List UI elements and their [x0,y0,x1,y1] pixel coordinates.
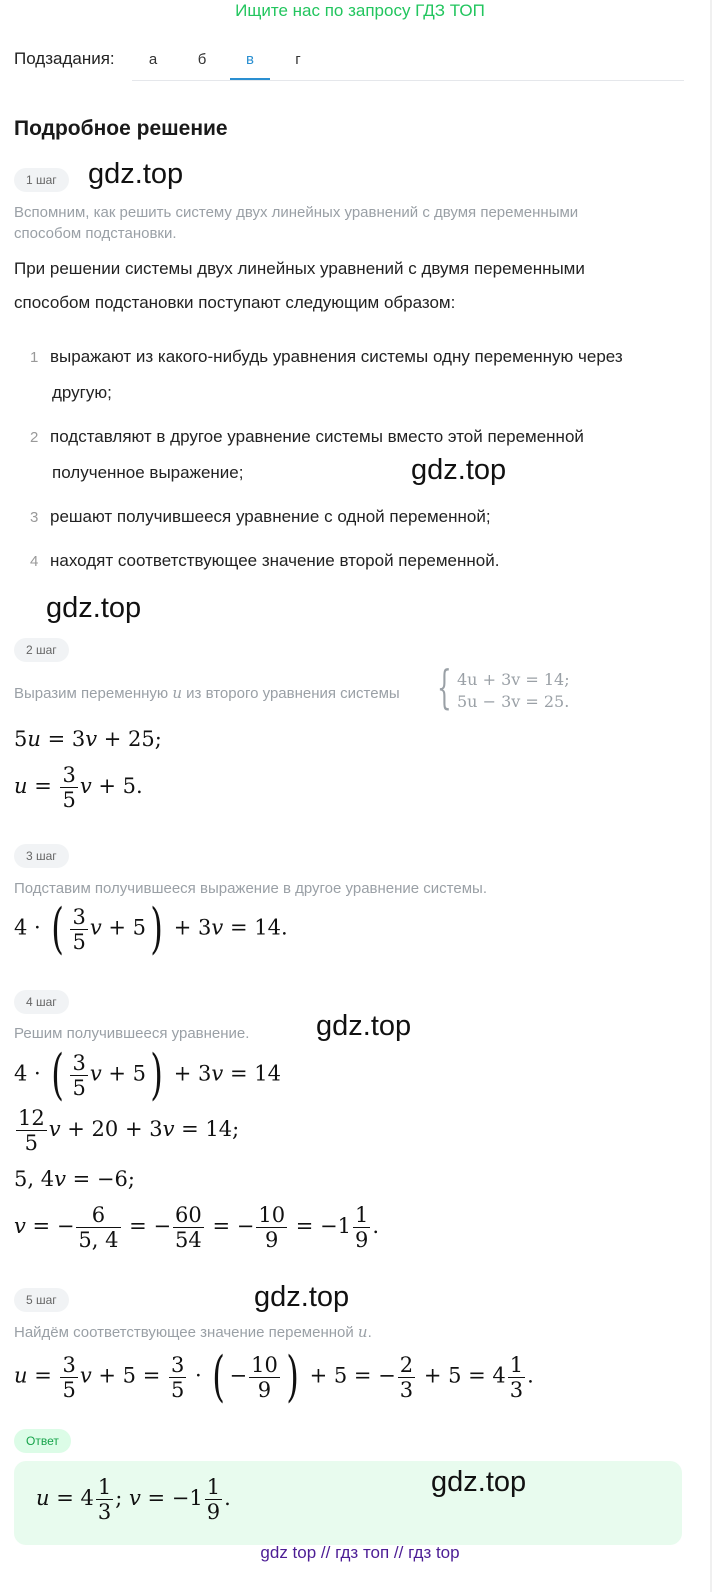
list-item-number: 3 [30,509,39,526]
list-item-text: подставляют в другое уравнение системы вместо этой переменной [50,427,584,446]
step-5-hint-end: . [367,1324,372,1341]
answer-equation: u = 4 $\frac{1}{3}$ ; v = −1 $\frac{1}{9}$ . [36,1475,231,1524]
equation-step4-2: $\frac{12}{5}$ v + 20 + 3v = 14; [18,1106,240,1155]
equation-substituted: 4 · ( $\frac{3}{5}$ v + 5) + 3v = 14. [14,897,288,960]
watermark: gdz.top [411,454,507,486]
step-1-paragraph-line-2: способом подстановки поступают следующим образом: [14,293,456,312]
watermark: gdz.top [254,1281,350,1313]
step-3-badge: 3 шаг [14,844,69,868]
tab-b[interactable]: б [197,51,207,68]
step-1-badge: 1 шаг [14,168,69,192]
system-row-1: 4u + 3v = 14; [457,670,570,689]
equation-5u: 5u = 3v + 25; [14,727,162,751]
step-5-hint-variable: u [357,1323,368,1341]
equation-step4-1: 4 · ( $\frac{3}{5}$ v + 5) + 3v = 14 [14,1043,281,1106]
step-2-hint-start: Выразим переменную [14,685,173,702]
watermark: gdz.top [46,592,142,624]
tab-g[interactable]: г [295,51,301,68]
list-item-text: выражают из какого-нибудь уравнения системы одну переменную через [50,347,623,366]
list-item-text-cont: другую; [52,383,112,402]
step-5-hint-start: Найдём соответствующее значение переменной [14,1324,358,1341]
system-brace: { [437,660,452,714]
step-1-hint-line-2: способом подстановки. [14,225,177,242]
step-2-hint-end: из второго уравнения системы [182,685,400,702]
list-item-number: 1 [30,349,39,366]
step-2-badge: 2 шаг [14,638,69,662]
step-5-badge: 5 шаг [14,1288,69,1312]
list-item-text: решают получившееся уравнение с одной переменной; [50,507,491,526]
equation-system [437,660,597,714]
step-5-hint [14,1322,372,1343]
footer-links[interactable]: gdz top // гдз топ // гдз top [260,1543,460,1562]
step-1-hint-line-1: Вспомним, как решить систему двух линейных уравнений с двумя переменными [14,204,579,221]
subtasks-bar [14,47,684,81]
watermark: gdz.top [431,1466,527,1498]
equation-step4-4: v = − $\frac{6}{5, 4}$ = − $\frac{60}{54}$ = − $\frac{10}{9}$ = −1 $\frac{1}{9}$ . [14,1203,380,1252]
scrollbar-track[interactable] [710,0,712,1592]
tab-v[interactable]: в [230,51,270,68]
watermark: gdz.top [316,1010,412,1042]
tab-a[interactable]: а [148,51,158,68]
step-2-hint-variable: u [172,684,182,702]
system-row-2: 5u − 3v = 25. [457,692,570,711]
step-2-hint [14,683,400,704]
equation-u-expr: u = $\frac{3}{5}$ v + 5. [14,763,143,812]
list-item-number: 2 [30,429,39,446]
equation-step4-3: 5, 4v = −6; [14,1167,135,1191]
step-4-hint: Решим получившееся уравнение. [14,1025,250,1042]
step-4-badge: 4 шаг [14,990,69,1014]
answer-badge: Ответ [14,1429,71,1453]
watermark: gdz.top [88,158,184,190]
subtasks-label: Подзадания: [14,49,115,68]
list-item-text-cont: полученное выражение; [52,463,244,482]
answer-box [14,1461,682,1545]
search-banner: Ищите нас по запросу ГДЗ ТОП [235,1,485,20]
page-title: Подробное решение [14,117,228,140]
step-3-hint: Подставим получившееся выражение в другое уравнение системы. [14,880,487,897]
equation-step5: u = $\frac{3}{5}$ v + 5 = $\frac{3}{5}$ · ( − $\frac{10}{9}$ ) + 5 = − $\frac{2}{3}$ + 5 = 4 $\frac{1}{3}$ . [14,1345,534,1408]
list-item-number: 4 [30,553,39,570]
step-1-paragraph-line-1: При решении системы двух линейных уравнений с двумя переменными [14,259,585,278]
subtasks-divider [132,80,684,81]
list-item-text: находят соответствующее значение второй переменной. [50,551,500,570]
